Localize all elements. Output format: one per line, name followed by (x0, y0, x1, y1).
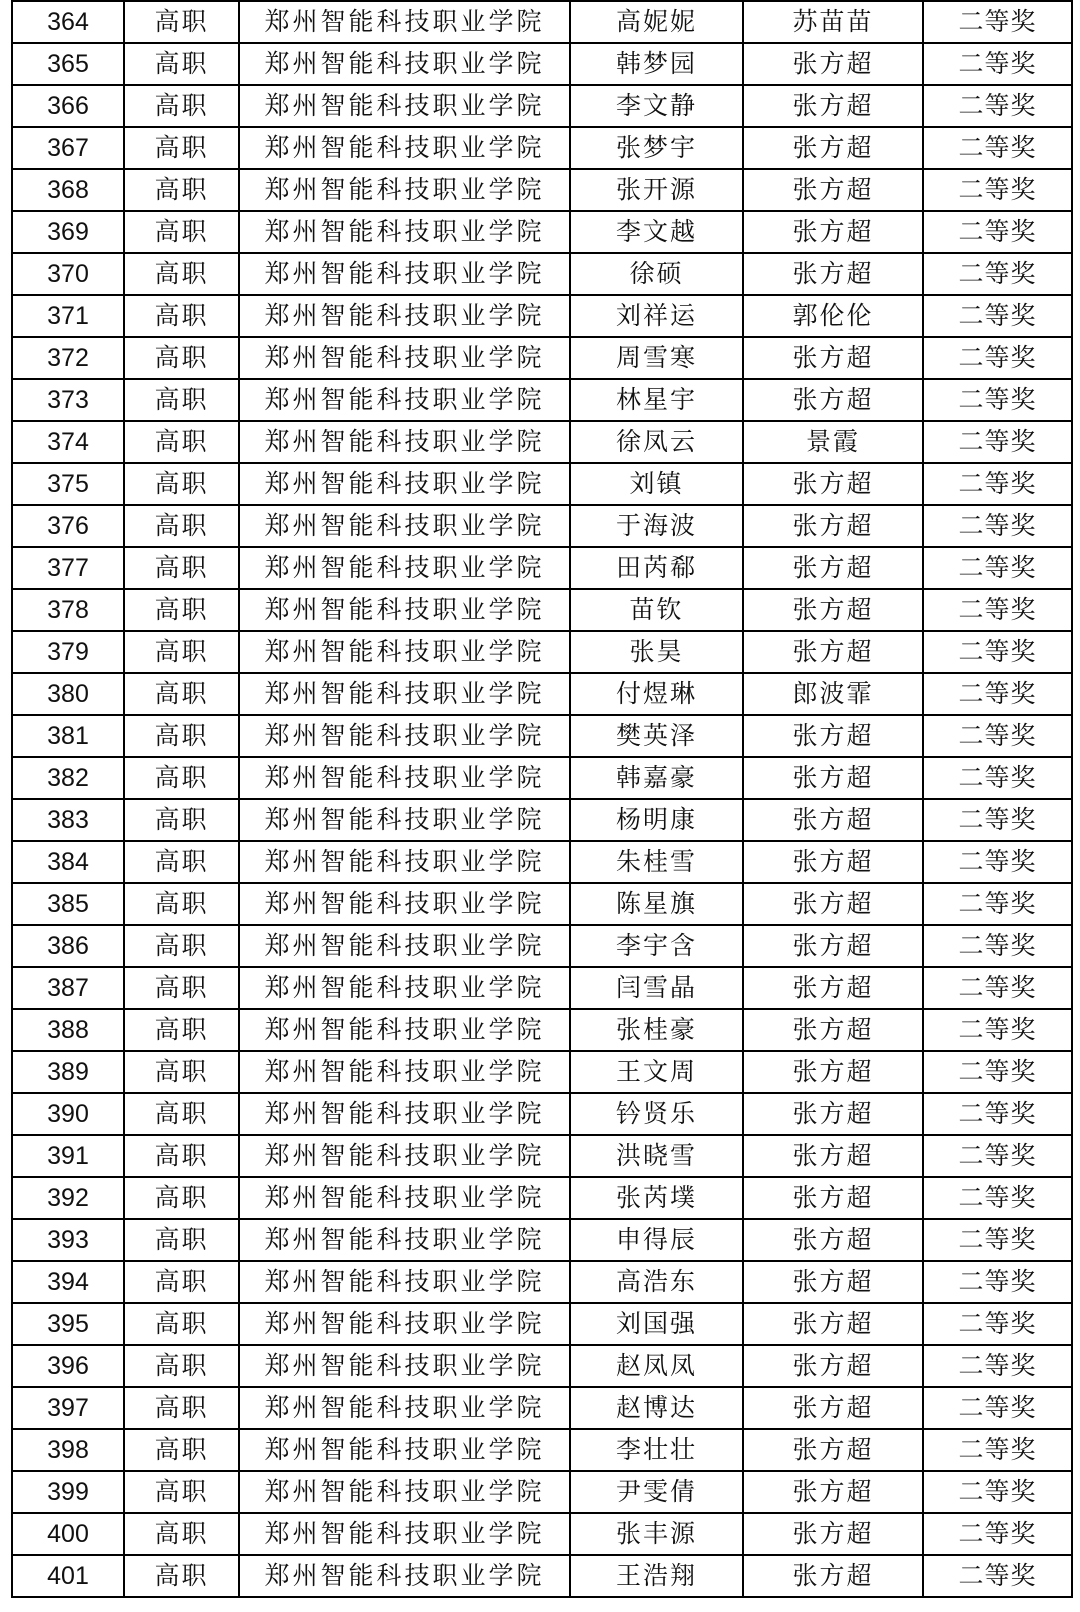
cell-advisor-name: 张方超 (743, 463, 923, 505)
cell-advisor-name: 张方超 (743, 757, 923, 799)
cell-school: 郑州智能科技职业学院 (239, 799, 570, 841)
cell-prize: 二等奖 (923, 925, 1072, 967)
cell-serial-number: 394 (12, 1261, 124, 1303)
cell-prize: 二等奖 (923, 1, 1072, 43)
cell-prize: 二等奖 (923, 715, 1072, 757)
cell-advisor-name: 张方超 (743, 589, 923, 631)
cell-prize: 二等奖 (923, 295, 1072, 337)
cell-student-name: 徐硕 (570, 253, 743, 295)
cell-prize: 二等奖 (923, 1429, 1072, 1471)
cell-advisor-name: 郎波霏 (743, 673, 923, 715)
cell-student-name: 张桂豪 (570, 1009, 743, 1051)
cell-student-name: 钤贤乐 (570, 1093, 743, 1135)
cell-advisor-name: 张方超 (743, 211, 923, 253)
cell-serial-number: 376 (12, 505, 124, 547)
cell-student-name: 李宇含 (570, 925, 743, 967)
cell-student-name: 林星宇 (570, 379, 743, 421)
cell-advisor-name: 张方超 (743, 1009, 923, 1051)
cell-school: 郑州智能科技职业学院 (239, 715, 570, 757)
cell-prize: 二等奖 (923, 1387, 1072, 1429)
cell-student-name: 韩梦园 (570, 43, 743, 85)
cell-level: 高职 (124, 379, 239, 421)
cell-advisor-name: 张方超 (743, 43, 923, 85)
cell-level: 高职 (124, 1051, 239, 1093)
table-row (12, 673, 1072, 715)
cell-level: 高职 (124, 883, 239, 925)
cell-prize: 二等奖 (923, 85, 1072, 127)
cell-student-name: 杨明康 (570, 799, 743, 841)
cell-prize: 二等奖 (923, 211, 1072, 253)
table-row (12, 127, 1072, 169)
cell-advisor-name: 景霞 (743, 421, 923, 463)
cell-serial-number: 365 (12, 43, 124, 85)
cell-prize: 二等奖 (923, 1303, 1072, 1345)
cell-serial-number: 387 (12, 967, 124, 1009)
cell-prize: 二等奖 (923, 757, 1072, 799)
cell-school: 郑州智能科技职业学院 (239, 421, 570, 463)
cell-serial-number: 388 (12, 1009, 124, 1051)
table-row (12, 967, 1072, 1009)
cell-level: 高职 (124, 337, 239, 379)
cell-prize: 二等奖 (923, 1177, 1072, 1219)
cell-serial-number: 392 (12, 1177, 124, 1219)
cell-student-name: 张丰源 (570, 1513, 743, 1555)
cell-school: 郑州智能科技职业学院 (239, 505, 570, 547)
cell-advisor-name: 张方超 (743, 1177, 923, 1219)
cell-prize: 二等奖 (923, 1009, 1072, 1051)
table-row (12, 169, 1072, 211)
cell-student-name: 闫雪晶 (570, 967, 743, 1009)
table-row (12, 1261, 1072, 1303)
cell-serial-number: 391 (12, 1135, 124, 1177)
cell-serial-number: 370 (12, 253, 124, 295)
table-row (12, 1429, 1072, 1471)
table-body (12, 1, 1072, 1597)
cell-serial-number: 389 (12, 1051, 124, 1093)
cell-serial-number: 364 (12, 1, 124, 43)
table-row (12, 1219, 1072, 1261)
cell-serial-number: 399 (12, 1471, 124, 1513)
table-row (12, 1345, 1072, 1387)
cell-advisor-name: 郭伦伦 (743, 295, 923, 337)
cell-prize: 二等奖 (923, 1093, 1072, 1135)
cell-advisor-name: 张方超 (743, 883, 923, 925)
cell-school: 郑州智能科技职业学院 (239, 1009, 570, 1051)
cell-school: 郑州智能科技职业学院 (239, 1513, 570, 1555)
cell-serial-number: 397 (12, 1387, 124, 1429)
cell-student-name: 王浩翔 (570, 1555, 743, 1597)
cell-prize: 二等奖 (923, 673, 1072, 715)
cell-school: 郑州智能科技职业学院 (239, 1051, 570, 1093)
cell-school: 郑州智能科技职业学院 (239, 1555, 570, 1597)
cell-level: 高职 (124, 799, 239, 841)
cell-level: 高职 (124, 1345, 239, 1387)
cell-student-name: 李文静 (570, 85, 743, 127)
cell-level: 高职 (124, 1093, 239, 1135)
award-list-table (11, 0, 1073, 1598)
cell-level: 高职 (124, 169, 239, 211)
table-row (12, 85, 1072, 127)
cell-prize: 二等奖 (923, 253, 1072, 295)
cell-advisor-name: 张方超 (743, 169, 923, 211)
cell-serial-number: 373 (12, 379, 124, 421)
table-row (12, 337, 1072, 379)
cell-school: 郑州智能科技职业学院 (239, 1219, 570, 1261)
cell-student-name: 刘镇 (570, 463, 743, 505)
cell-level: 高职 (124, 925, 239, 967)
table-row (12, 799, 1072, 841)
cell-serial-number: 366 (12, 85, 124, 127)
cell-advisor-name: 张方超 (743, 715, 923, 757)
cell-advisor-name: 张方超 (743, 127, 923, 169)
cell-student-name: 李壮壮 (570, 1429, 743, 1471)
cell-level: 高职 (124, 631, 239, 673)
cell-school: 郑州智能科技职业学院 (239, 1093, 570, 1135)
cell-student-name: 高妮妮 (570, 1, 743, 43)
cell-student-name: 张开源 (570, 169, 743, 211)
cell-student-name: 田芮郗 (570, 547, 743, 589)
cell-student-name: 高浩东 (570, 1261, 743, 1303)
cell-prize: 二等奖 (923, 43, 1072, 85)
cell-level: 高职 (124, 757, 239, 799)
cell-advisor-name: 张方超 (743, 841, 923, 883)
cell-student-name: 付煜琳 (570, 673, 743, 715)
cell-serial-number: 378 (12, 589, 124, 631)
cell-student-name: 苗钦 (570, 589, 743, 631)
cell-level: 高职 (124, 505, 239, 547)
cell-serial-number: 400 (12, 1513, 124, 1555)
table-row (12, 883, 1072, 925)
cell-school: 郑州智能科技职业学院 (239, 1303, 570, 1345)
table-row (12, 1135, 1072, 1177)
cell-serial-number: 371 (12, 295, 124, 337)
cell-level: 高职 (124, 673, 239, 715)
cell-prize: 二等奖 (923, 841, 1072, 883)
table-row (12, 1303, 1072, 1345)
cell-school: 郑州智能科技职业学院 (239, 883, 570, 925)
table-row (12, 589, 1072, 631)
cell-prize: 二等奖 (923, 799, 1072, 841)
table-row (12, 1513, 1072, 1555)
cell-student-name: 周雪寒 (570, 337, 743, 379)
cell-level: 高职 (124, 1429, 239, 1471)
cell-prize: 二等奖 (923, 631, 1072, 673)
cell-serial-number: 384 (12, 841, 124, 883)
cell-school: 郑州智能科技职业学院 (239, 967, 570, 1009)
cell-advisor-name: 张方超 (743, 379, 923, 421)
table-row (12, 1009, 1072, 1051)
table-row (12, 379, 1072, 421)
cell-student-name: 尹雯倩 (570, 1471, 743, 1513)
cell-student-name: 张梦宇 (570, 127, 743, 169)
cell-level: 高职 (124, 1219, 239, 1261)
cell-school: 郑州智能科技职业学院 (239, 295, 570, 337)
table-row (12, 631, 1072, 673)
cell-advisor-name: 张方超 (743, 1429, 923, 1471)
cell-prize: 二等奖 (923, 169, 1072, 211)
cell-school: 郑州智能科技职业学院 (239, 1387, 570, 1429)
cell-advisor-name: 苏苗苗 (743, 1, 923, 43)
cell-school: 郑州智能科技职业学院 (239, 463, 570, 505)
cell-student-name: 赵博达 (570, 1387, 743, 1429)
cell-level: 高职 (124, 211, 239, 253)
cell-prize: 二等奖 (923, 379, 1072, 421)
cell-school: 郑州智能科技职业学院 (239, 757, 570, 799)
table-row (12, 253, 1072, 295)
cell-prize: 二等奖 (923, 1555, 1072, 1597)
cell-prize: 二等奖 (923, 1513, 1072, 1555)
cell-advisor-name: 张方超 (743, 1303, 923, 1345)
cell-advisor-name: 张方超 (743, 631, 923, 673)
cell-prize: 二等奖 (923, 547, 1072, 589)
table-row (12, 463, 1072, 505)
cell-school: 郑州智能科技职业学院 (239, 589, 570, 631)
cell-serial-number: 393 (12, 1219, 124, 1261)
cell-prize: 二等奖 (923, 505, 1072, 547)
table-row (12, 1555, 1072, 1597)
cell-serial-number: 395 (12, 1303, 124, 1345)
cell-school: 郑州智能科技职业学院 (239, 1345, 570, 1387)
cell-advisor-name: 张方超 (743, 1345, 923, 1387)
cell-prize: 二等奖 (923, 127, 1072, 169)
cell-serial-number: 383 (12, 799, 124, 841)
cell-serial-number: 386 (12, 925, 124, 967)
cell-advisor-name: 张方超 (743, 967, 923, 1009)
cell-advisor-name: 张方超 (743, 1135, 923, 1177)
table-row (12, 1051, 1072, 1093)
cell-advisor-name: 张方超 (743, 1219, 923, 1261)
cell-advisor-name: 张方超 (743, 1513, 923, 1555)
cell-school: 郑州智能科技职业学院 (239, 43, 570, 85)
cell-school: 郑州智能科技职业学院 (239, 1471, 570, 1513)
cell-prize: 二等奖 (923, 1135, 1072, 1177)
cell-school: 郑州智能科技职业学院 (239, 337, 570, 379)
cell-serial-number: 385 (12, 883, 124, 925)
table-row (12, 1, 1072, 43)
table-row (12, 1471, 1072, 1513)
cell-prize: 二等奖 (923, 1345, 1072, 1387)
cell-school: 郑州智能科技职业学院 (239, 211, 570, 253)
cell-level: 高职 (124, 1, 239, 43)
cell-student-name: 韩嘉豪 (570, 757, 743, 799)
cell-advisor-name: 张方超 (743, 85, 923, 127)
cell-student-name: 樊英泽 (570, 715, 743, 757)
cell-level: 高职 (124, 841, 239, 883)
cell-school: 郑州智能科技职业学院 (239, 547, 570, 589)
cell-advisor-name: 张方超 (743, 925, 923, 967)
cell-level: 高职 (124, 1471, 239, 1513)
cell-serial-number: 381 (12, 715, 124, 757)
table-row (12, 505, 1072, 547)
cell-serial-number: 379 (12, 631, 124, 673)
table-row (12, 211, 1072, 253)
cell-prize: 二等奖 (923, 883, 1072, 925)
cell-serial-number: 374 (12, 421, 124, 463)
cell-level: 高职 (124, 1387, 239, 1429)
cell-advisor-name: 张方超 (743, 337, 923, 379)
cell-serial-number: 368 (12, 169, 124, 211)
cell-student-name: 刘祥运 (570, 295, 743, 337)
cell-level: 高职 (124, 967, 239, 1009)
cell-prize: 二等奖 (923, 967, 1072, 1009)
cell-advisor-name: 张方超 (743, 1051, 923, 1093)
cell-advisor-name: 张方超 (743, 547, 923, 589)
cell-advisor-name: 张方超 (743, 253, 923, 295)
cell-school: 郑州智能科技职业学院 (239, 379, 570, 421)
table-row (12, 1093, 1072, 1135)
cell-level: 高职 (124, 43, 239, 85)
cell-student-name: 李文越 (570, 211, 743, 253)
cell-student-name: 陈星旗 (570, 883, 743, 925)
cell-serial-number: 401 (12, 1555, 124, 1597)
table-row (12, 715, 1072, 757)
cell-serial-number: 396 (12, 1345, 124, 1387)
cell-student-name: 徐凤云 (570, 421, 743, 463)
cell-advisor-name: 张方超 (743, 505, 923, 547)
cell-level: 高职 (124, 1261, 239, 1303)
cell-level: 高职 (124, 463, 239, 505)
cell-level: 高职 (124, 253, 239, 295)
cell-level: 高职 (124, 589, 239, 631)
cell-prize: 二等奖 (923, 337, 1072, 379)
cell-school: 郑州智能科技职业学院 (239, 841, 570, 883)
cell-serial-number: 390 (12, 1093, 124, 1135)
cell-serial-number: 367 (12, 127, 124, 169)
table-row (12, 421, 1072, 463)
cell-student-name: 洪晓雪 (570, 1135, 743, 1177)
cell-level: 高职 (124, 1009, 239, 1051)
cell-serial-number: 398 (12, 1429, 124, 1471)
cell-level: 高职 (124, 295, 239, 337)
table-row (12, 43, 1072, 85)
table-row (12, 1177, 1072, 1219)
cell-student-name: 张昊 (570, 631, 743, 673)
cell-student-name: 刘国强 (570, 1303, 743, 1345)
cell-student-name: 赵凤凤 (570, 1345, 743, 1387)
cell-student-name: 朱桂雪 (570, 841, 743, 883)
cell-school: 郑州智能科技职业学院 (239, 925, 570, 967)
cell-serial-number: 380 (12, 673, 124, 715)
cell-school: 郑州智能科技职业学院 (239, 169, 570, 211)
cell-serial-number: 375 (12, 463, 124, 505)
cell-level: 高职 (124, 715, 239, 757)
cell-school: 郑州智能科技职业学院 (239, 1429, 570, 1471)
cell-school: 郑州智能科技职业学院 (239, 1261, 570, 1303)
cell-level: 高职 (124, 421, 239, 463)
cell-advisor-name: 张方超 (743, 1471, 923, 1513)
cell-serial-number: 372 (12, 337, 124, 379)
cell-prize: 二等奖 (923, 1219, 1072, 1261)
cell-school: 郑州智能科技职业学院 (239, 631, 570, 673)
cell-school: 郑州智能科技职业学院 (239, 673, 570, 715)
cell-student-name: 王文周 (570, 1051, 743, 1093)
cell-prize: 二等奖 (923, 1471, 1072, 1513)
cell-level: 高职 (124, 1303, 239, 1345)
table-row (12, 295, 1072, 337)
cell-prize: 二等奖 (923, 421, 1072, 463)
table-row (12, 547, 1072, 589)
table-row (12, 757, 1072, 799)
cell-level: 高职 (124, 1135, 239, 1177)
cell-level: 高职 (124, 127, 239, 169)
cell-school: 郑州智能科技职业学院 (239, 85, 570, 127)
cell-advisor-name: 张方超 (743, 1093, 923, 1135)
cell-prize: 二等奖 (923, 1051, 1072, 1093)
cell-prize: 二等奖 (923, 589, 1072, 631)
cell-school: 郑州智能科技职业学院 (239, 127, 570, 169)
cell-school: 郑州智能科技职业学院 (239, 253, 570, 295)
cell-level: 高职 (124, 547, 239, 589)
table-row (12, 841, 1072, 883)
cell-advisor-name: 张方超 (743, 799, 923, 841)
cell-school: 郑州智能科技职业学院 (239, 1135, 570, 1177)
cell-advisor-name: 张方超 (743, 1387, 923, 1429)
cell-serial-number: 382 (12, 757, 124, 799)
cell-prize: 二等奖 (923, 1261, 1072, 1303)
cell-serial-number: 369 (12, 211, 124, 253)
cell-level: 高职 (124, 1177, 239, 1219)
cell-student-name: 申得辰 (570, 1219, 743, 1261)
cell-serial-number: 377 (12, 547, 124, 589)
table-row (12, 925, 1072, 967)
cell-prize: 二等奖 (923, 463, 1072, 505)
cell-level: 高职 (124, 1555, 239, 1597)
cell-advisor-name: 张方超 (743, 1555, 923, 1597)
cell-advisor-name: 张方超 (743, 1261, 923, 1303)
cell-school: 郑州智能科技职业学院 (239, 1177, 570, 1219)
cell-level: 高职 (124, 1513, 239, 1555)
cell-student-name: 于海波 (570, 505, 743, 547)
cell-student-name: 张芮墣 (570, 1177, 743, 1219)
cell-school: 郑州智能科技职业学院 (239, 1, 570, 43)
cell-level: 高职 (124, 85, 239, 127)
table-row (12, 1387, 1072, 1429)
